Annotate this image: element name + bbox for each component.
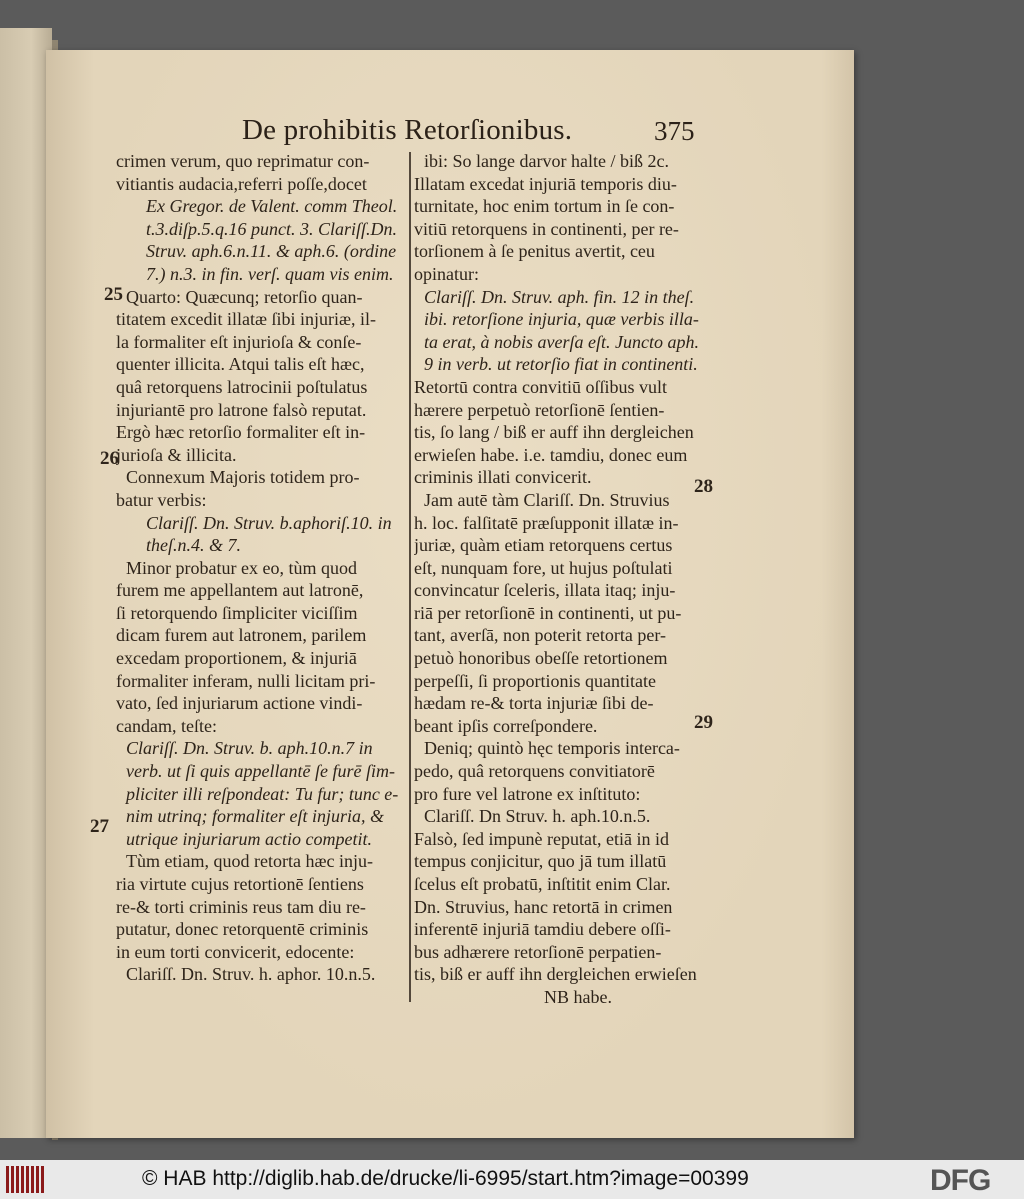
text-line: pedo, quâ retorquens convitiatorē xyxy=(414,761,655,782)
text-line: Connexum Majoris totidem pro- xyxy=(126,467,360,488)
running-head: De prohibitis Retorſionibus. xyxy=(242,114,573,146)
previous-page-edge xyxy=(0,28,52,1138)
text-line: crimen verum, quo reprimatur con- xyxy=(116,151,370,171)
text-line: petuò honoribus obeſſe retortionem xyxy=(414,648,668,669)
text-line: inferentē injuriā tamdiu debere oſſi- xyxy=(414,919,671,940)
text-line: turnitate, hoc enim tortum in ſe con- xyxy=(414,196,675,217)
text-line: pliciter illi reſpondeat: Tu fur; tunc e- xyxy=(126,783,399,804)
text-line: riā per retorſionē in continenti, ut pu- xyxy=(414,602,682,623)
text-line: la formaliter eſt injurioſa & conſe- xyxy=(116,331,362,352)
margin-number-27: 27 xyxy=(90,816,109,837)
text-line: Clariſſ. Dn. Struv. aph. fin. 12 in theſ. xyxy=(424,286,695,307)
text-line: theſ.n.4. & 7. xyxy=(146,535,241,556)
book-page-scan xyxy=(46,50,854,1138)
text-line: Clariſſ. Dn. Struv. h. aphor. 10.n.5. xyxy=(126,964,376,985)
text-line: Clariſſ. Dn Struv. h. aph.10.n.5. xyxy=(424,806,651,827)
text-line: ſi retorquendo ſimpliciter viciſſim xyxy=(116,602,358,623)
text-line: t.3.diſp.5.q.16 punct. 3. Clariſſ.Dn. xyxy=(146,218,398,239)
text-line: putatur, donec retorquentē criminis xyxy=(116,919,369,940)
text-line: quenter illicita. Atqui talis eſt hæc, xyxy=(116,354,365,375)
text-line: beant ipſis correſpondere. xyxy=(414,715,598,736)
text-line: opinatur: xyxy=(414,263,479,284)
text-line: ta erat, à nobis averſa eſt. Juncto aph. xyxy=(424,331,699,352)
text-line: furem me appellantem aut latronē, xyxy=(116,580,364,601)
text-line: hærere perpetuò retorſionē ſentien- xyxy=(414,399,665,420)
text-line: vitiantis audacia,referri poſſe,docet xyxy=(116,173,367,194)
right-column xyxy=(414,150,706,1009)
footer-bar xyxy=(0,1160,1024,1199)
text-line: eſt, nunquam fore, ut hujus poſtulati xyxy=(414,557,673,578)
text-line: Clariſſ. Dn. Struv. b. aph.10.n.7 in xyxy=(126,738,373,759)
text-line: nim utrinq; formaliter eſt injuria, & xyxy=(126,806,385,827)
text-line: formaliter inferam, nulli licitam pri- xyxy=(116,670,376,691)
text-line: tis, ſo lang / biß er auff ihn dergleichen xyxy=(414,422,694,443)
text-line: juriæ, quàm etiam retorquens certus xyxy=(414,535,673,556)
text-line: verb. ut ſi quis appellantē ſe furē ſim- xyxy=(126,761,395,782)
text-line: tant, averſā, non poterit retorta per- xyxy=(414,625,667,646)
text-line: Clariſſ. Dn. Struv. b.aphoriſ.10. in xyxy=(146,512,392,533)
hab-logo-icon xyxy=(6,1166,44,1193)
text-line: Ergò hæc retorſio formaliter eſt in- xyxy=(116,422,366,443)
text-line: criminis illati convicerit. xyxy=(414,467,592,488)
left-column xyxy=(116,150,408,986)
text-line: re-& torti criminis reus tam diu re- xyxy=(116,896,366,917)
margin-number-29: 29 xyxy=(694,712,713,733)
margin-number-28: 28 xyxy=(694,476,713,497)
text-line: hædam re-& torta injuriæ ſibi de- xyxy=(414,693,654,714)
page-number: 375 xyxy=(654,116,695,146)
text-line: convincatur ſceleris, illata itaq; inju- xyxy=(414,580,676,601)
text-line: ibi. retorſione injuria, quæ verbis illa- xyxy=(424,309,699,330)
margin-number-26: 26 xyxy=(100,448,119,469)
text-line: vato, ſed injuriarum actione vindi- xyxy=(116,693,363,714)
text-line: NB habe. xyxy=(544,986,612,1007)
text-line: quâ retorquens latrocinii poſtulatus xyxy=(116,376,368,397)
copyright-url[interactable]: © HAB http://diglib.hab.de/drucke/li-6995/start.htm?image=00399 xyxy=(142,1167,749,1190)
text-line: torſionem à ſe penitus avertit, ceu xyxy=(414,241,655,262)
text-line: tis, biß er auff ihn dergleichen erwieſen xyxy=(414,964,697,985)
text-line: h. loc. falſitatē præſupponit illatæ in- xyxy=(414,512,679,533)
text-line: Minor probatur ex eo, tùm quod xyxy=(126,557,357,578)
text-line: Jam autē tàm Clariſſ. Dn. Struvius xyxy=(424,489,670,510)
margin-number-25: 25 xyxy=(104,284,123,305)
text-line: titatem excedit illatæ ſibi injuriæ, il- xyxy=(116,309,376,330)
column-divider xyxy=(409,152,411,1002)
text-line: perpeſſi, ſi proportionis quantitate xyxy=(414,670,656,691)
text-line: Falsò, ſed impunè reputat, etiā in id xyxy=(414,828,669,849)
text-line: 7.) n.3. in fin. verſ. quam vis enim. xyxy=(146,263,394,284)
text-line: 9 in verb. ut retorſio fiat in continenti. xyxy=(424,354,698,375)
text-line: ſcelus eſt probatū, inſtitit enim Clar. xyxy=(414,874,671,894)
text-line: Illatam excedat injuriā temporis diu- xyxy=(414,173,677,194)
text-line: excedam proportionem, & injuriā xyxy=(116,648,357,669)
text-line: batur verbis: xyxy=(116,489,207,510)
text-line: erwieſen habe. i.e. tamdiu, donec eum xyxy=(414,444,688,465)
text-line: pro fure vel latrone ex inſtituto: xyxy=(414,783,641,804)
text-line: Ex Gregor. de Valent. comm Theol. xyxy=(146,196,398,217)
text-line: vitiū retorquens in continenti, per re- xyxy=(414,218,679,239)
text-line: ria virtute cujus retortionē ſentiens xyxy=(116,874,364,894)
text-line: bus adhærere retorſionē perpatien- xyxy=(414,941,662,962)
text-line: Dn. Struvius, hanc retortā in crimen xyxy=(414,896,673,917)
text-line: Deniq; quintò hęc temporis interca- xyxy=(424,738,680,759)
dfg-logo: DFG xyxy=(930,1164,991,1197)
text-line: Retortū contra convitiū oſſibus vult xyxy=(414,376,667,397)
text-line: candam, teſte: xyxy=(116,715,217,736)
text-line: utrique injuriarum actio competit. xyxy=(126,828,372,849)
text-line: dicam furem aut latronem, parilem xyxy=(116,625,367,646)
text-line: Struv. aph.6.n.11. & aph.6. (ordine xyxy=(146,241,397,262)
text-line: tempus conjicitur, quo jā tum illatū xyxy=(414,851,667,872)
text-line: injuriantē pro latrone falsò reputat. xyxy=(116,399,367,420)
text-line: jurioſa & illicita. xyxy=(116,444,237,465)
text-line: Quarto: Quæcunq; retorſio quan- xyxy=(126,286,363,307)
text-line: Tùm etiam, quod retorta hæc inju- xyxy=(126,851,373,872)
text-line: ibi: So lange darvor halte / biß 2c. xyxy=(424,151,669,171)
text-line: in eum torti convicerit, edocente: xyxy=(116,941,355,962)
